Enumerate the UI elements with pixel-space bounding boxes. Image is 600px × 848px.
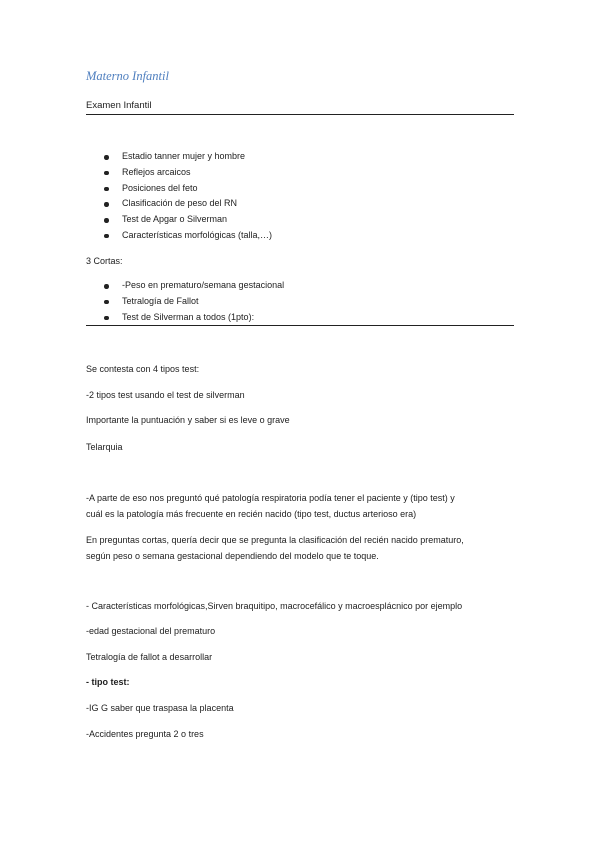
list-item: -Peso en prematuro/semana gestacional [100, 278, 284, 294]
paragraph-line: según peso o semana gestacional dependiendo del modelo que te toque. [86, 551, 379, 561]
paragraph-line: cuál es la patología más frecuente en recién nacido (tipo test, ductus arterioso era) [86, 509, 417, 519]
list-item: Tetralogía de Fallot [100, 294, 284, 310]
document-title: Materno Infantil [86, 69, 169, 83]
paragraph: Se contesta con 4 tipos test: [86, 364, 200, 374]
paragraph-line: En preguntas cortas, quería decir que se pregunta la clasificación del recién nacido prematuro, [86, 535, 464, 545]
topics-list [100, 149, 272, 244]
paragraph: -IG G saber que traspasa la placenta [86, 703, 234, 713]
list-item: Posiciones del feto [100, 181, 272, 197]
paragraph-line: -A parte de eso nos preguntó qué patología respiratoria podía tener el paciente y (tipo test) y [86, 493, 455, 503]
header-divider [86, 114, 514, 115]
paragraph: -2 tipos test usando el test de silverman [86, 390, 245, 400]
list-item: Estadio tanner mujer y hombre [100, 149, 272, 165]
paragraph: Telarquia [86, 442, 123, 452]
paragraph: Tetralogía de fallot a desarrollar [86, 652, 213, 662]
list-item: Test de Apgar o Silverman [100, 212, 272, 228]
list-item: Características morfológicas (talla,…) [100, 228, 272, 244]
section-divider [86, 325, 514, 326]
paragraph: - Características morfológicas,Sirven braquitipo, macrocefálico y macroesplácnico por ejemplo [86, 601, 463, 611]
list-item: Reflejos arcaicos [100, 165, 272, 181]
paragraph-heading: - tipo test: [86, 677, 130, 687]
cortas-list [100, 278, 284, 325]
list-item: Test de Silverman a todos (1pto): [100, 310, 284, 326]
paragraph: -edad gestacional del prematuro [86, 626, 216, 636]
paragraph: -Accidentes pregunta 2 o tres [86, 729, 204, 739]
document-subtitle: Examen Infantil [86, 100, 152, 111]
list-item: Clasificación de peso del RN [100, 196, 272, 212]
paragraph: Importante la puntuación y saber si es leve o grave [86, 415, 290, 425]
cortas-heading: 3 Cortas: [86, 256, 123, 266]
